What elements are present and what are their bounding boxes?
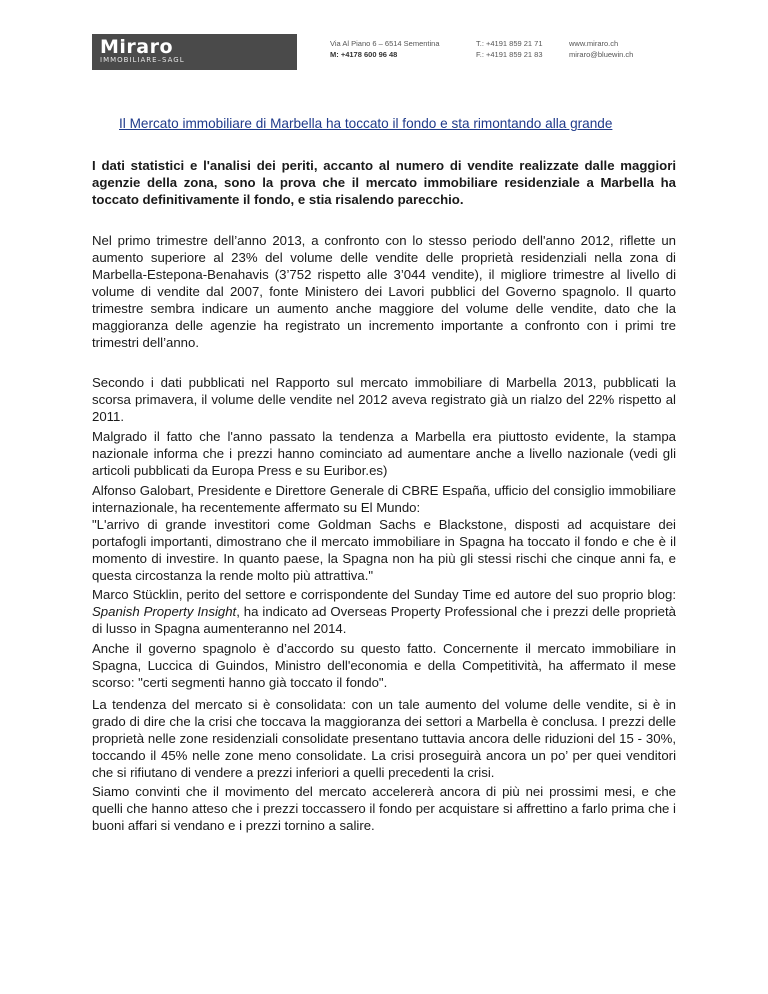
paragraph-national-prices: Malgrado il fatto che l'anno passato la tendenza a Marbella era piuttosto evidente, la stampa nazionale informa che i prezzi hanno cominciato ad aumentare anche a livello nazionale (vedi gli articoli pubblicati da Europa Press e su Euribor.es) (92, 429, 676, 478)
paragraph-sales-volume: Nel primo trimestre dell’anno 2013, a confronto con lo stesso periodo dell'anno 2012, riflette un aumento superiore al 23% del volume delle vendite delle proprietà residenziali nella zona di Marbella-Estepona-Benahavis (3’752 rispetto alle 3’044 vendite), il migliore trimestre al livello di volume di vendite dal 2007, fonte Ministero dei Lavori pubblici del Governo spagnolo. Il quarto trimestre sembra indicare un aumento anche maggiore del volume delle vendite, dato che la maggioranza delle agenzie ha registrato un incremento importante a confronto con i primi tre trimestri dell’anno. (92, 233, 676, 350)
company-logo (92, 34, 297, 70)
fax-line: F.: +4191 859 21 83 (476, 50, 543, 59)
paragraph-report-2013: Secondo i dati pubblicati nel Rapporto sul mercato immobiliare di Marbella 2013, pubblicati la scorsa primavera, il volume delle vendite nel 2012 aveva registrato già un rialzo del 22% rispetto al 2011. (92, 375, 676, 424)
quote-intro: Alfonso Galobart, Presidente e Direttore Generale di CBRE España, ufficio del consiglio immobiliare internazionale, ha recentemente affermato su El Mundo: (92, 483, 676, 515)
document-title: Il Mercato immobiliare di Marbella ha toccato il fondo e sta rimontando alla grande (119, 116, 613, 131)
paragraph-market-trend: La tendenza del mercato si è consolidata: con un tale aumento del volume delle vendite, si è in grado di dire che la crisi che toccava la maggioranza dei settori a Marbella è conclusa. I prezzi delle proprietà nelle zone residenziali consolidate presentano tuttavia ancora delle riduzioni del 15 - 30%, toccando il 45% nelle zone meno consolidate. La crisi proseguirà ancora un po’ per quei venditori che si rifiutano di vendere a prezzi inferiori a quelli precedenti la crisi. (92, 697, 676, 780)
address-block (330, 38, 440, 60)
letterhead (92, 34, 682, 70)
paragraph-conclusion: Siamo convinti che il movimento del mercato accelererà ancora di più nei prossimi mesi, e che quelli che hanno atteso che i prezzi toccassero il fondo per acquistare si affrettino a farlo prima che i buoni affari si vendano e i prezzi tornino a salire. (92, 784, 676, 833)
paragraph-government: Anche il governo spagnolo è d’accordo su questo fatto. Concernente il mercato immobiliare in Spagna, Luccica di Guindos, Ministro dell'economia e della Competitività, ha affermato il mese scorso: "certi segmenti hanno già toccato il fondo". (92, 641, 676, 690)
logo-subtitle: IMMOBILIARE–SAGL (100, 56, 185, 64)
phone-block (476, 38, 543, 60)
blog-name: Spanish Property Insight (92, 604, 237, 619)
paragraph-cbre-quote (92, 482, 676, 584)
paragraph-stucklin (92, 586, 676, 637)
quote-text: "L'arrivo di grande investitori come Goldman Sachs e Blackstone, disposti ad acquistare dei portafogli importanti, dimostrano che il mercato immobiliare in Spagna ha toccato il fondo e che è il momento di investire. In quanto paese, la Spagna non ha più gli stessi rischi che cinque anni fa, e questa circostanza la rende molto più attrattiva." (92, 517, 676, 583)
web-block (569, 38, 633, 60)
stucklin-text-b: , ha indicato ad Overseas Property Professional che i prezzi delle proprietà di lusso in Spagna aumenteranno nel 2014. (92, 604, 676, 636)
lead-paragraph: I dati statistici e l'analisi dei periti, accanto al numero di vendite realizzate dalle maggiori agenzie della zona, sono la prova che il mercato immobiliare residenziale a Marbella ha toccato definitivamente il fondo, e stia risalendo parecchio. (92, 158, 676, 207)
email-link[interactable]: miraro@bluewin.ch (569, 50, 634, 59)
mobile-line: M: +4178 600 96 48 (330, 50, 398, 59)
address-line: Via Al Piano 6 – 6514 Sementina (330, 39, 440, 48)
website-link[interactable]: www.miraro.ch (569, 39, 619, 48)
logo-wordmark: Miraro (100, 36, 174, 58)
stucklin-text-a: Marco Stücklin, perito del settore e corrispondente del Sunday Time ed autore del suo proprio blog: (92, 587, 676, 602)
telephone-line: T.: +4191 859 21 71 (476, 39, 543, 48)
